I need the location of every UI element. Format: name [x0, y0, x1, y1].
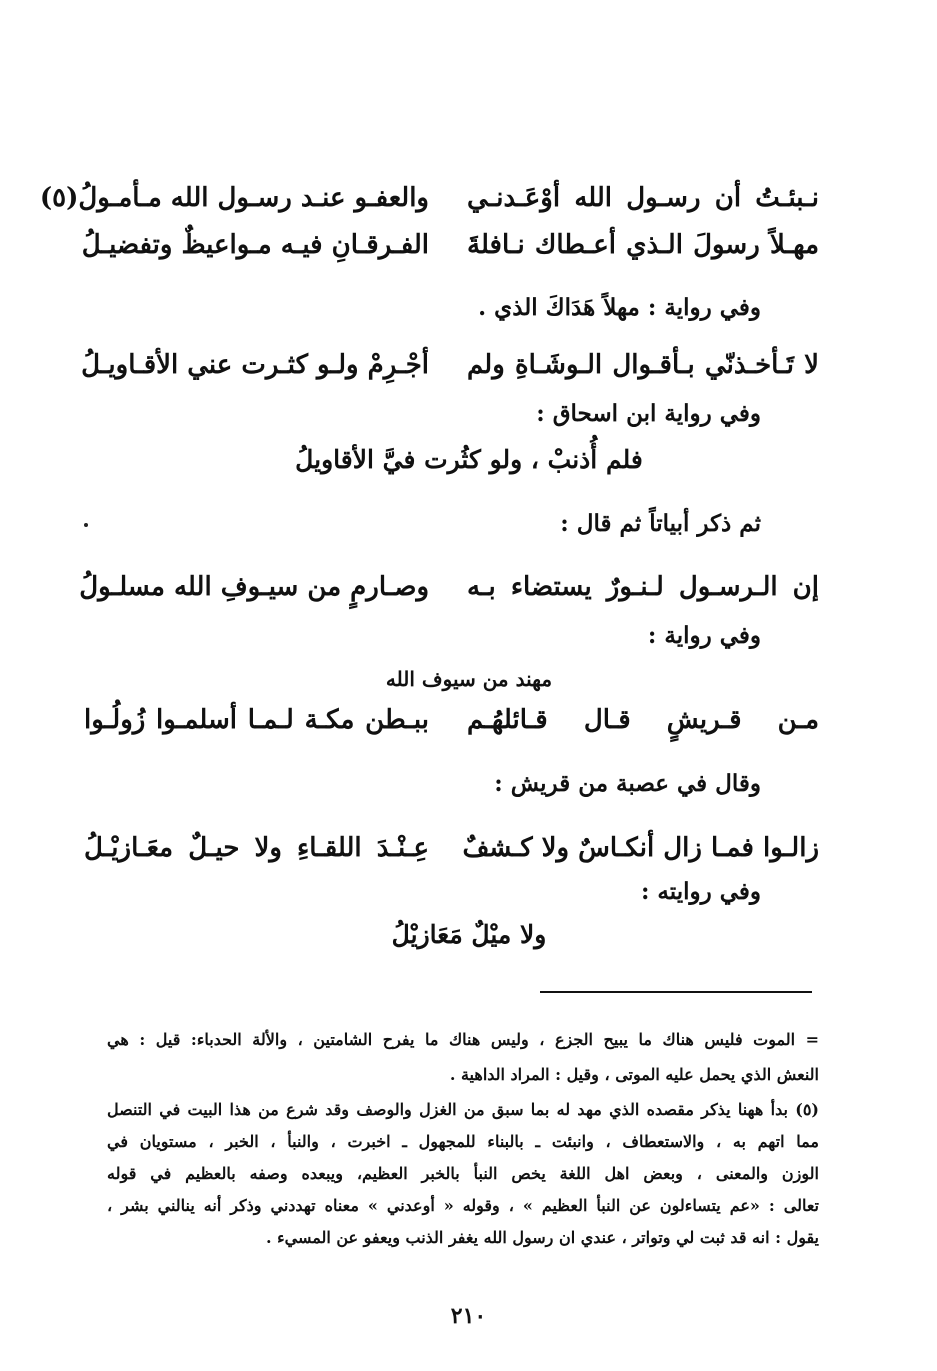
- verse-first-hemistich: مهـلاً رسولَ الـذي أعـطاك نـافلةَ: [467, 230, 819, 260]
- verse-second-hemistich: أجْـرِمْ ولـو كثـرت عني الأقـاويـلُ: [81, 350, 429, 380]
- verse-line: [39, 183, 819, 227]
- narration-note: وفي رواية : مهلاً هَدَاكَ الذي .: [478, 294, 761, 321]
- verse-second-hemistich: ببـطن مكـة لـمـا أسلمـوا زُولُـوا: [84, 705, 429, 735]
- verse-second-hemistich: والعفـو عنـد رسـول الله مـأمـولُ(٥): [39, 183, 429, 213]
- footnote-line: تعالى : «عم يتساءلون عن النبأ العظيم » ، وقوله « أوعدني » معناه تهددني وذكر أنه ينالني بشر ،: [107, 1196, 819, 1215]
- narration-note: وفي رواية ابن اسحاق :: [536, 400, 761, 427]
- narration-note: ثم ذكر أبياتاً ثم قال :: [560, 510, 761, 537]
- stray-dot: [84, 523, 88, 527]
- verse-first-hemistich: نـبئـتُ أن رسـول الله أوْعَـدنـي: [467, 183, 819, 213]
- verse-first-hemistich: إن الـرسـول لـنـورٌ يستضاء بـه: [467, 572, 819, 602]
- verse-line: [84, 833, 819, 877]
- verse-first-hemistich: مـن قـريشٍ قـال قـائلهُـم: [467, 705, 819, 735]
- page-number: ٢١٠: [450, 1303, 487, 1329]
- variant-hemistich: ولا ميْلٌ مَعَازيْلُ: [391, 920, 547, 949]
- verse-second-hemistich: الفـرقـانِ فيـه مـواعيظٌ وتفضيـلُ: [81, 230, 429, 260]
- footnote-line: يقول : انه قد ثبت لي وتواتر ، عندي ان رسول الله يغفر الذنب ويعفو عن المسيء .: [265, 1228, 819, 1247]
- verse-first-hemistich: لا تَـأخـذنّي بـأقـوال الـوشَـاةِ ولم: [467, 350, 819, 380]
- footnote-line: النعش الذي يحمل عليه الموتى ، وقيل : المراد الداهية .: [449, 1065, 819, 1084]
- footnote-line: الوزن والمعنى ، وبعض اهل اللغة يخص النبأ بالخبر العظيم، ويبعده وصفه بالعظيم في قوله: [107, 1164, 819, 1183]
- narration-note: وقال في عصبة من قريش :: [494, 770, 761, 797]
- verse-line: [79, 572, 819, 616]
- verse-second-hemistich: وصـارمٍ من سيـوفِ الله مسلـولُ: [79, 572, 429, 602]
- narration-note: وفي روايته :: [640, 878, 761, 905]
- verse-line: [81, 350, 819, 394]
- footnote-separator: [540, 991, 812, 993]
- verse-line: [84, 705, 819, 749]
- footnote-line: (٥) بدأ ههنا يذكر مقصده الذي مهد له بما سبق من الغزل والوصف وقد شرع من هذا البيت في التنصل: [107, 1100, 819, 1119]
- footnote-line: مما اتهم به ، والاستعطاف ، وانبئت ـ بالبناء للمجهول ـ اخبرت ، والنبأ ، الخبر ، مستويان في: [107, 1132, 819, 1151]
- footnote-line: = الموت فليس هناك ما يبيح الجزع ، وليس هناك ما يفرح الشامتين ، والألة الحدباء: قيل : هي: [107, 1030, 820, 1049]
- verse-line: [81, 230, 819, 274]
- variant-phrase: مهند من سيوف الله: [385, 667, 553, 691]
- variant-hemistich: فلم أُذنبْ ، ولو كثُرت فيَّ الأقاويلُ: [295, 445, 643, 474]
- narration-note: وفي رواية :: [647, 622, 761, 649]
- verse-second-hemistich: عِـنْـدَ اللقـاءِ ولا حيـلٌ معَـازيْـلُ: [84, 833, 429, 863]
- verse-first-hemistich: زالـوا فمـا زال أنكـاسٌ ولا كـشفٌ: [462, 833, 819, 863]
